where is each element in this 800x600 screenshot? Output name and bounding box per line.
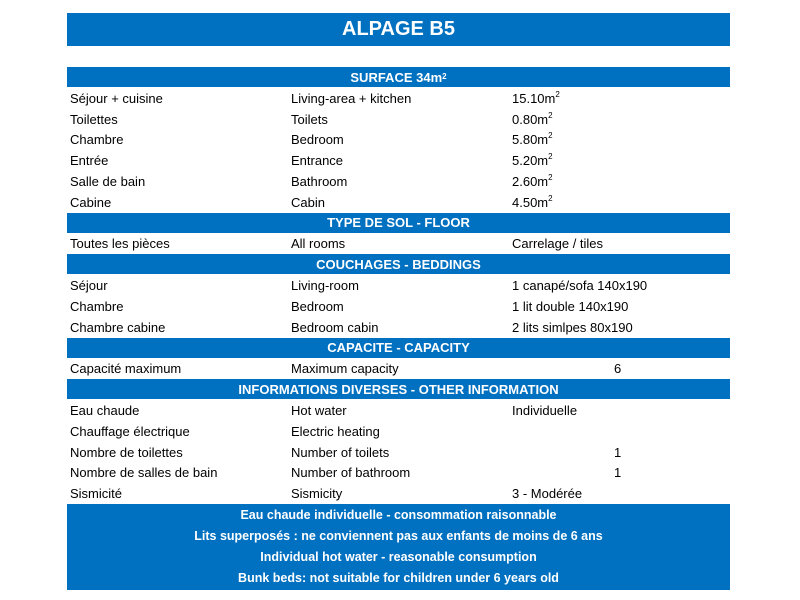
info-row (67, 442, 730, 463)
label-en: Living-area + kitchen (291, 90, 412, 106)
label-en: Hot water (291, 403, 347, 419)
info-sheet (67, 67, 730, 590)
label-en: Bedroom (291, 132, 344, 148)
section-header-capacity: CAPACITE - CAPACITY (67, 338, 730, 359)
label-en: Sismicity (291, 486, 343, 502)
label-fr: Chambre (70, 132, 124, 148)
number-value: 1 (614, 444, 622, 460)
value: $5.80m^2$ (512, 131, 553, 148)
bedding-row (67, 317, 730, 338)
label-fr: Toilettes (70, 111, 118, 127)
section-header-beddings: COUCHAGES - BEDDINGS (67, 254, 730, 275)
label-en: Electric heating (291, 423, 380, 439)
label-en: Toilets (291, 111, 328, 127)
notes-block (67, 504, 730, 590)
note-line: Bunk beds: not suitable for children under 6 years old (238, 570, 559, 585)
label-en: Entrance (291, 153, 344, 169)
label-en: Maximum capacity (291, 361, 399, 377)
value: $15.10m^2$ (512, 89, 560, 106)
number-value: 6 (614, 361, 622, 377)
label-fr: Nombre de salles de bain (70, 465, 218, 481)
page-title (67, 13, 730, 46)
section-header-floor: TYPE DE SOL - FLOOR (67, 213, 730, 234)
label-en: Cabin (291, 194, 325, 210)
label-fr: Chambre (70, 298, 124, 314)
value: Individuelle (512, 403, 578, 419)
value: $4.50m^2$ (512, 193, 553, 210)
label-fr: Séjour (70, 278, 108, 294)
label-fr: Toutes les pièces (70, 236, 170, 252)
label-fr: Entrée (70, 153, 109, 169)
bedding-row (67, 275, 730, 296)
number-value: 1 (614, 465, 622, 481)
label-en: Number of toilets (291, 444, 390, 460)
label-en: Bathroom (291, 173, 348, 189)
value: 2 lits simlpes 80x190 (512, 319, 633, 335)
label-fr: Séjour + cuisine (70, 90, 163, 106)
surface-row (67, 192, 730, 213)
value: 3 - Modérée (512, 486, 583, 502)
label-en: Number of bathroom (291, 465, 411, 481)
label-fr: Chambre cabine (70, 319, 166, 335)
label-en: Bedroom (291, 298, 344, 314)
capacity-row (67, 359, 730, 380)
surface-row (67, 130, 730, 151)
floor-row (67, 234, 730, 255)
surface-row (67, 109, 730, 130)
info-row (67, 483, 730, 504)
label-fr: Capacité maximum (70, 361, 182, 377)
note-line: Individual hot water - reasonable consumption (260, 549, 537, 564)
label-en: Living-room (291, 278, 359, 294)
page-title-text: ALPAGE B5 (342, 18, 455, 40)
note-line: Lits superposés : ne conviennent pas aux enfants de moins de 6 ans (194, 529, 603, 544)
label-en: Bedroom cabin (291, 319, 379, 335)
label-fr: Sismicité (70, 486, 123, 502)
surface-row (67, 88, 730, 109)
value: $0.80m^2$ (512, 110, 553, 127)
info-row (67, 400, 730, 421)
info-row (67, 421, 730, 442)
surface-row (67, 171, 730, 192)
info-row (67, 463, 730, 484)
surface-row (67, 150, 730, 171)
label-fr: Nombre de toilettes (70, 444, 183, 460)
bedding-row (67, 296, 730, 317)
label-fr: Chauffage électrique (70, 423, 190, 439)
label-fr: Salle de bain (70, 173, 146, 189)
section-header-surface: SURFACE 34m 2 (67, 67, 730, 88)
value: Carrelage / tiles (512, 236, 604, 252)
section-header-info: INFORMATIONS DIVERSES - OTHER INFORMATION (67, 379, 730, 400)
value: 1 lit double 140x190 (512, 298, 629, 314)
note-line: Eau chaude individuelle - consommation raisonnable (240, 508, 557, 523)
value: $5.20m^2$ (512, 152, 553, 169)
label-en: All rooms (291, 236, 346, 252)
label-fr: Cabine (70, 194, 112, 210)
label-fr: Eau chaude (70, 403, 140, 419)
value: $2.60m^2$ (512, 172, 553, 189)
value: 1 canapé/sofa 140x190 (512, 278, 648, 294)
